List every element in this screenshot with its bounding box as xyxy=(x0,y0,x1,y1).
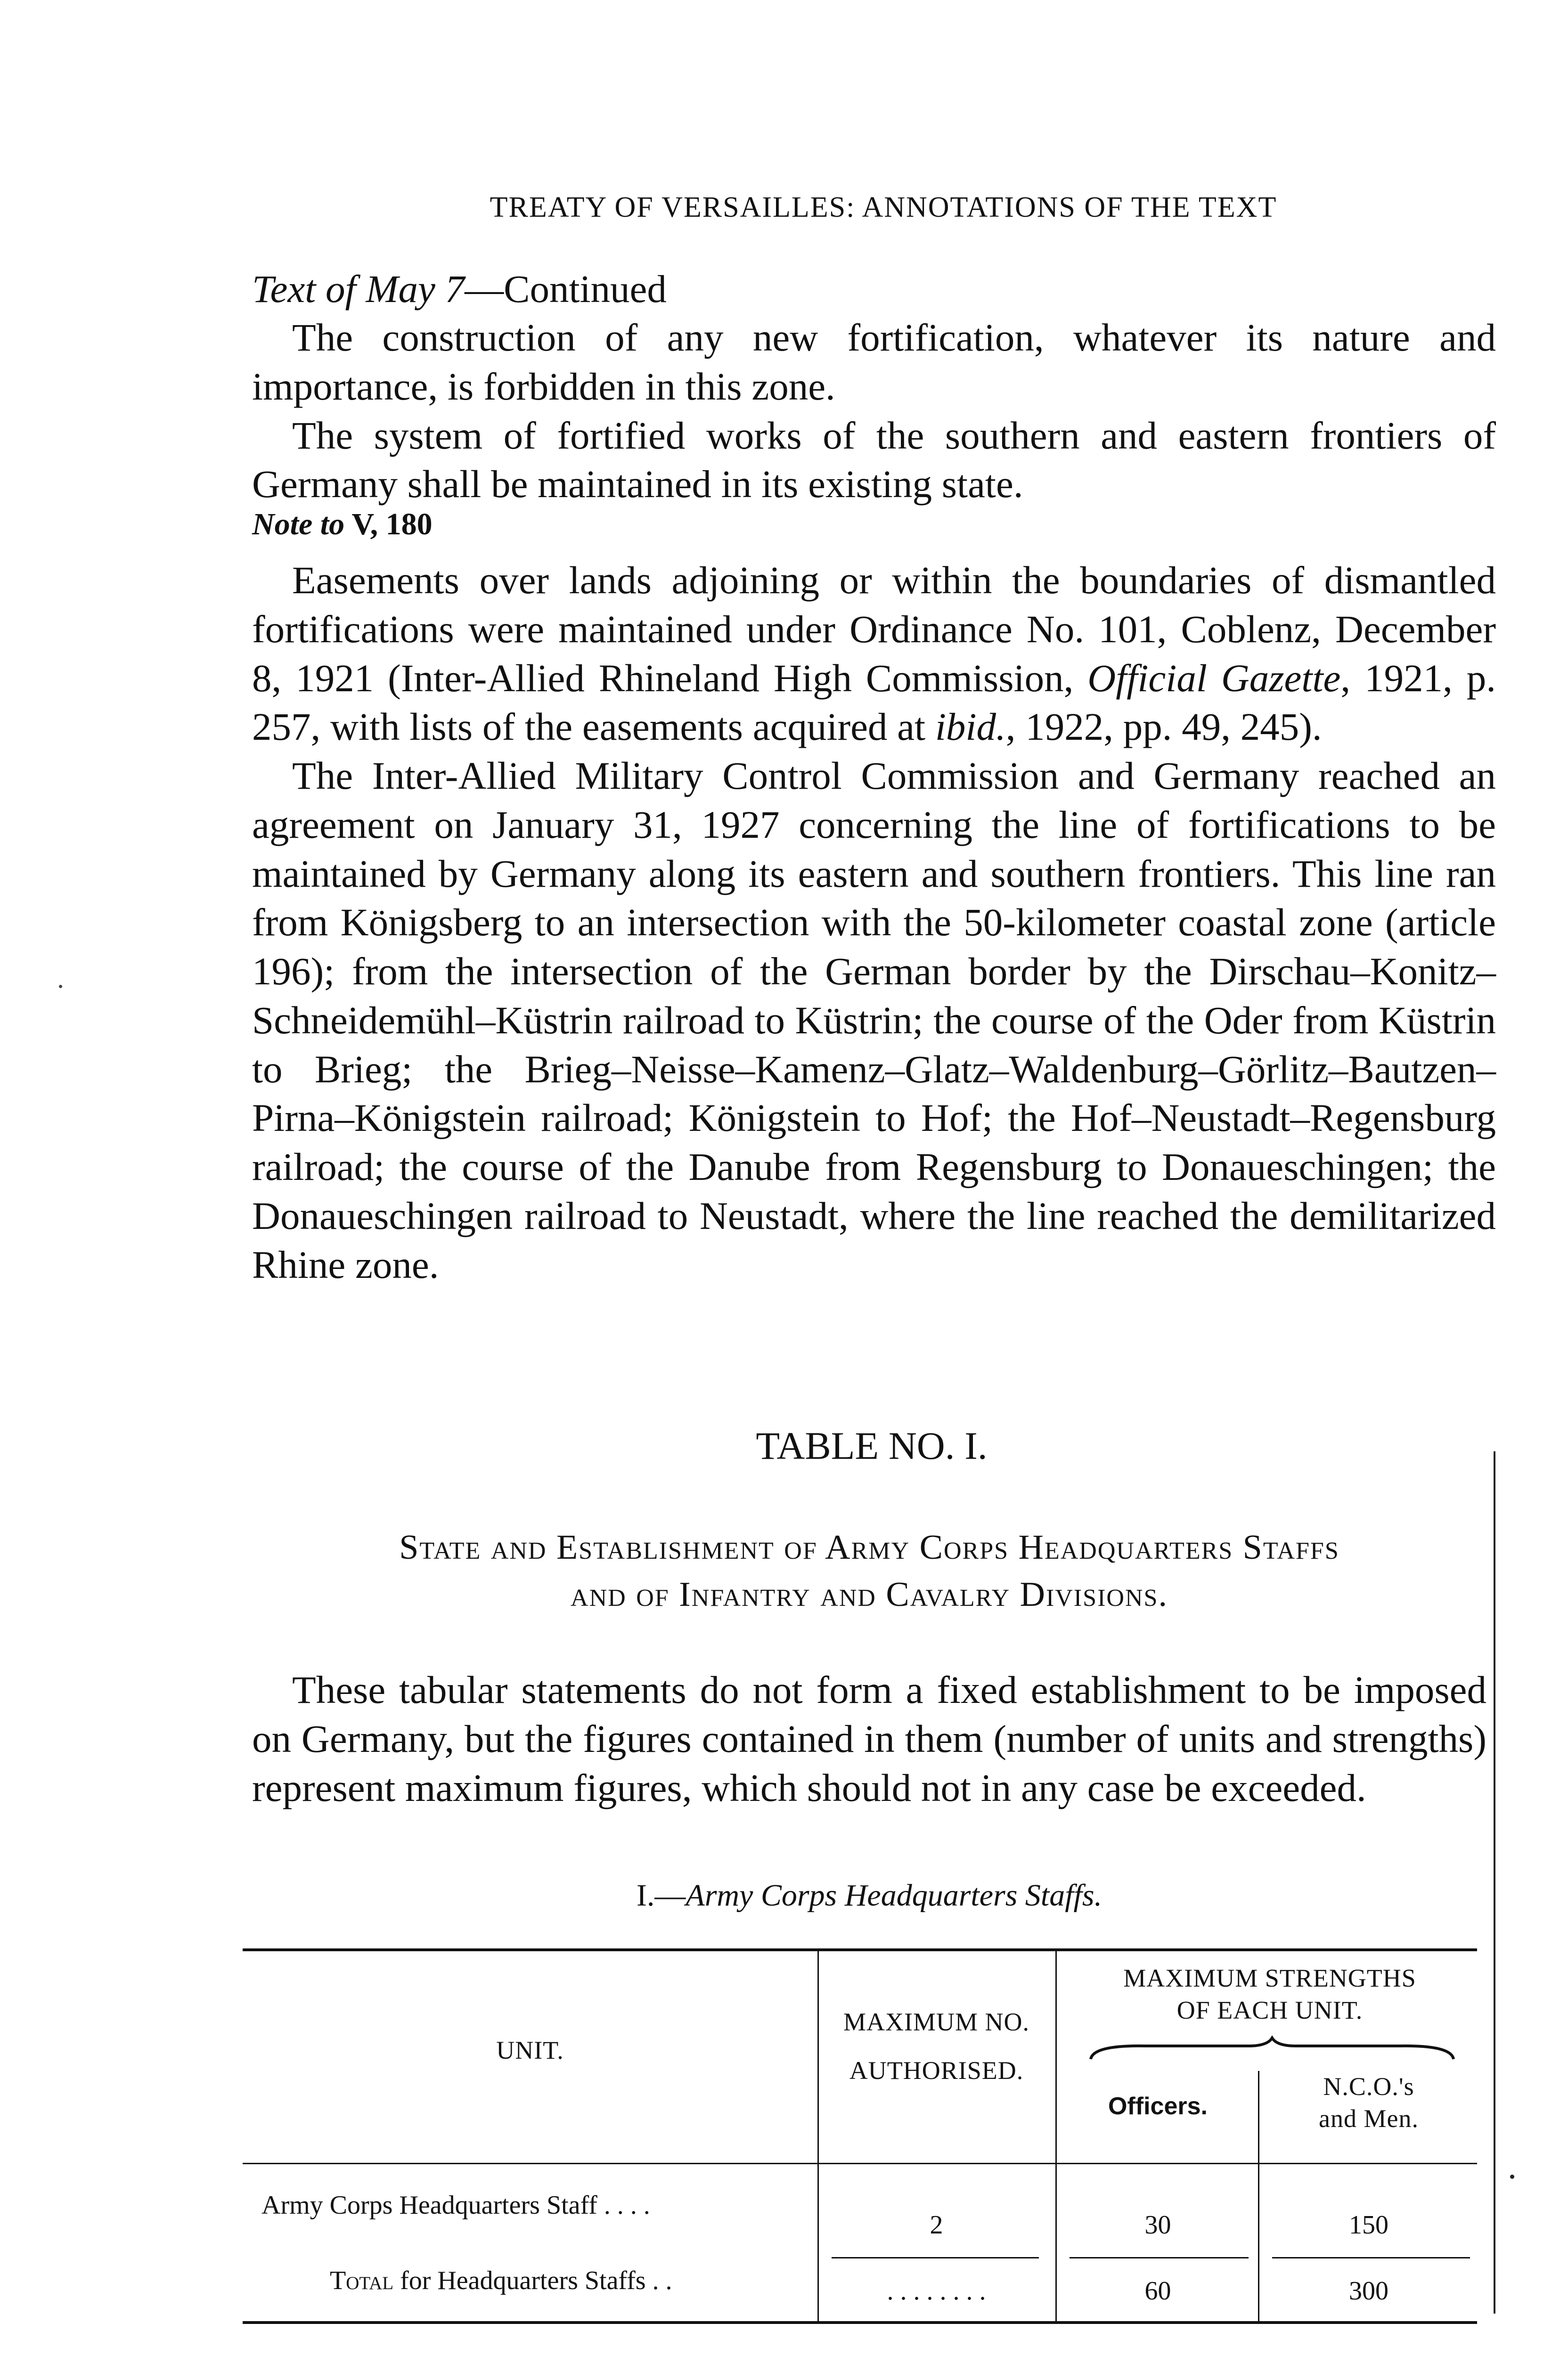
cell-nco-men: 150 xyxy=(1349,2210,1388,2240)
total-officers: 60 xyxy=(1144,2276,1171,2306)
column-rule xyxy=(1258,2071,1259,2321)
table-title: TABLE NO. I. xyxy=(756,1424,988,1467)
treaty-text xyxy=(252,313,1496,509)
col-header-nco-men: N.C.O.'s and Men. xyxy=(1319,2072,1419,2133)
row-rule xyxy=(1272,2257,1470,2258)
continuation-rest: —Continued xyxy=(465,267,667,311)
table-row-label: Army Corps Headquarters Staff . . . . xyxy=(261,2191,650,2220)
row-rule xyxy=(1070,2257,1249,2258)
table-heading-line-2: and of Infantry and Cavalry Divisions. xyxy=(571,1575,1168,1614)
running-head: TREATY OF VERSAILLES: ANNOTATIONS OF THE TEXT xyxy=(490,191,1277,223)
table-intro xyxy=(252,1666,1486,1812)
table-bottom-rule xyxy=(243,2321,1477,2324)
column-rule xyxy=(817,1951,819,2321)
table-intro-paragraph: These tabular statements do not form a fixed establishment to be imposed on Germany, but the figures contained in them (number of units and strengths) represent maximum figures, which should not in any case be exceeded. xyxy=(252,1668,1486,1809)
stray-mark xyxy=(59,985,62,988)
brace-icon xyxy=(1088,2036,1456,2064)
cell-officers: 30 xyxy=(1144,2210,1171,2240)
column-rule xyxy=(1055,1951,1057,2321)
continuation-italic: Text of May 7 xyxy=(252,267,465,311)
note-prefix: Note to xyxy=(252,507,345,541)
col-header-unit: UNIT. xyxy=(496,2036,564,2064)
treaty-paragraph: The system of fortified works of the southern and eastern frontiers of Germany shall be maintained in its existing state. xyxy=(252,413,1496,506)
treaty-paragraph: The construction of any new fortification, whatever its nature and importance, is forbidden in this zone. xyxy=(252,316,1496,408)
table-total-label: Total for Headquarters Staffs . . xyxy=(330,2266,672,2295)
note-body xyxy=(252,556,1496,1289)
table-top-rule xyxy=(243,1948,1477,1951)
continuation-label xyxy=(252,266,667,311)
table-heading xyxy=(252,1524,1486,1619)
table-heading-line-1: State and Establishment of Army Corps Headquarters Staffs xyxy=(399,1528,1339,1567)
table-subheading: I.—Army Corps Headquarters Staffs. xyxy=(636,1878,1102,1913)
total-max-no: . . . . . . . . xyxy=(887,2276,986,2306)
note-paragraph-1: Easements over lands adjoining or within the boundaries of dismantled fortifications were maintained under Ordinance No. 101, Coblenz, December 8, 1921 (Inter-Allied Rhineland High Commission, Official Gazette, 1921, p. 257, with lists of the easements acquired at ibid., 1922, pp. 49, 245). xyxy=(252,558,1496,749)
col-header-strengths: MAXIMUM STRENGTHS OF EACH UNIT. xyxy=(1123,1964,1416,2024)
note-ref: V, 180 xyxy=(351,507,433,541)
row-rule xyxy=(832,2257,1039,2258)
note-paragraph-2: The Inter-Allied Military Control Commission and Germany reached an agreement on January 31, 1927 concerning the line of fortifications to be maintained by Germany along its eastern and southern frontiers. This line ran from Königsberg to an intersection with the 50-kilometer coastal zone (article 196); from the intersection of the German border by the Dirschau–Konitz–Schneidemühl–Küstrin railroad to Küstrin; the course of the Oder from Küstrin to Brieg; the Brieg–Neisse–Kamenz–Glatz–Waldenburg–Görlitz–Bautzen–Pirna–Königstein railroad; Königstein to Hof; the Hof–Neustadt–Regensburg railroad; the course of the Danube from Regensburg to Donaueschingen; the Donaueschingen railroad to Neustadt, where the line reached the demilitarized Rhine zone. xyxy=(252,754,1496,1286)
col-header-officers: Officers. xyxy=(1108,2093,1208,2120)
margin-dot xyxy=(1510,2175,1514,2179)
total-nco-men: 300 xyxy=(1349,2276,1388,2306)
note-label xyxy=(252,507,433,542)
header-bottom-rule xyxy=(243,2163,1477,2164)
margin-rule xyxy=(1494,1451,1495,2314)
col-header-max-no: MAXIMUM NO. AUTHORISED. xyxy=(843,2008,1029,2085)
cell-max-no: 2 xyxy=(930,2210,943,2240)
